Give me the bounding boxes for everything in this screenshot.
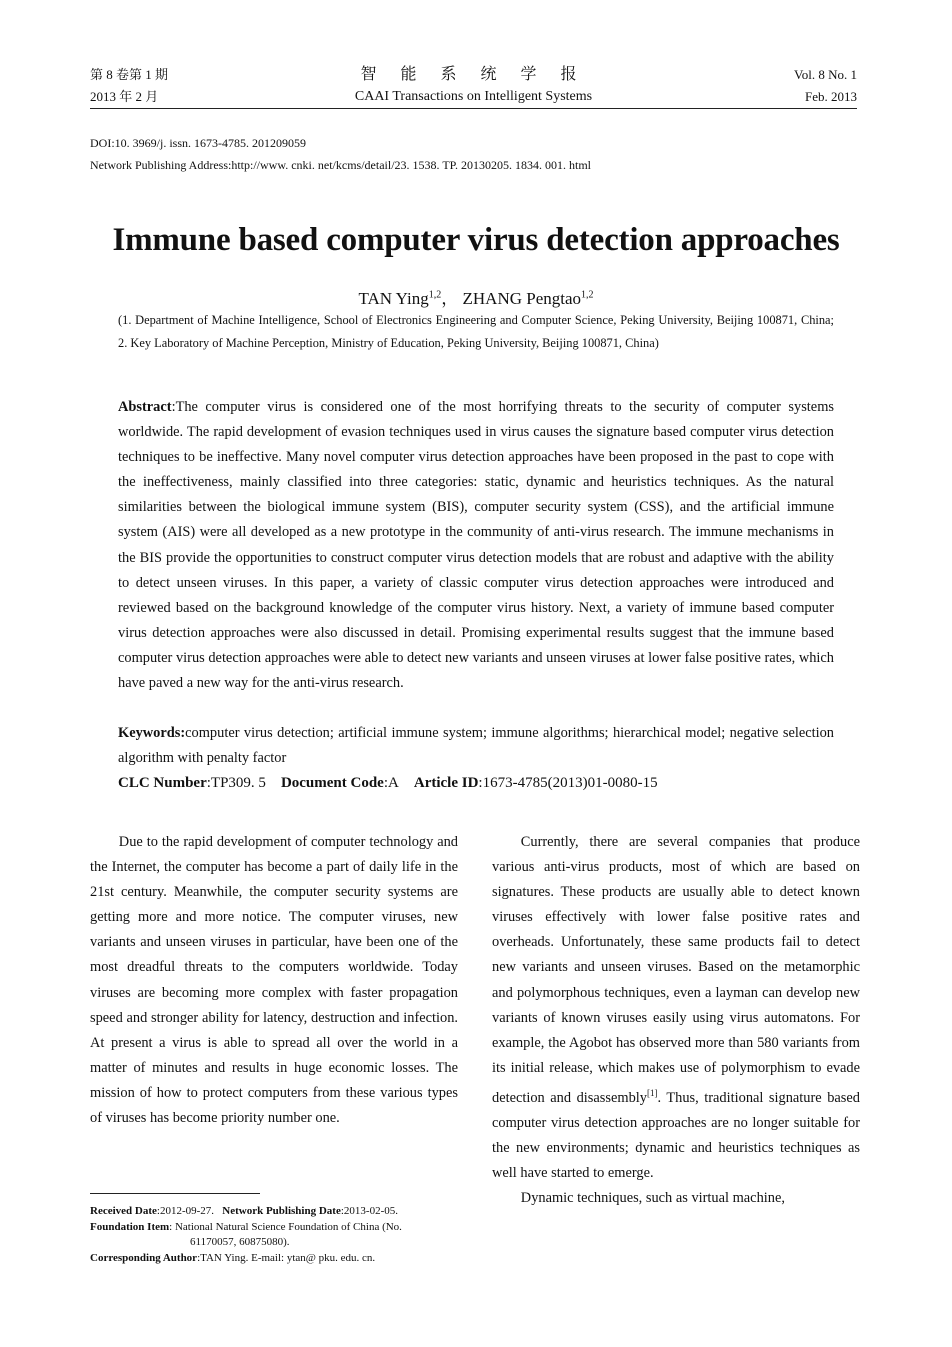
publishing-address[interactable]: Network Publishing Address:http://www. cnki. net/kcms/detail/23. 1538. TP. 20130205. 1834. 001. html <box>90 158 591 172</box>
intro-paragraph-2-b: . Thus, traditional signature based computer virus detection approaches are no longer suitable for the new environments; dynamic and heuristics techniques as well have started to emerge. <box>492 1089 860 1182</box>
corresponding-label: Corresponding Author <box>90 1251 198 1264</box>
abstract-label: Abstract <box>118 399 172 415</box>
foundation-footnote <box>90 1220 470 1236</box>
volume-issue-en: Vol. 8 No. 1 <box>794 67 857 82</box>
issue-info-en <box>794 64 857 108</box>
author-2-affil: 1,2 <box>581 289 594 301</box>
doc-code-label: Document Code <box>280 775 384 791</box>
foundation-text-2: 61170057, 60875080). <box>190 1236 290 1248</box>
body-right-column <box>492 830 860 1211</box>
body-left-column <box>90 830 458 1131</box>
received-date: :2012-09-27. <box>156 1205 215 1217</box>
intro-paragraph-3: Dynamic techniques, such as virtual machine, <box>520 1190 785 1207</box>
journal-name-en: CAAI Transactions on Intelligent Systems <box>354 89 593 104</box>
date-cn: 2013 年 2 月 <box>90 89 159 104</box>
foundation-label: Foundation Item <box>90 1220 170 1233</box>
intro-paragraph-2-a: Currently, there are several companies that produce various anti-virus products, most of which are based on signatures. These products are usually able to detect known viruses effectively with lower false positive rates and overheads. Unfortunately, these same products fail to detect new variants and unseen viruses. Based on the metamorphic and polymorphous techniques, even a layman can develop new variants of known viruses easily using virus automatons. For example, the Agobot has observed more than 580 variants from its initial release, which makes use of polymorphism to evade detection and disassembly <box>492 834 860 1106</box>
abstract <box>118 395 834 696</box>
running-header <box>90 64 857 109</box>
keywords-text: computer virus detection; artificial immune system; immune algorithms; hierarchical model; negative selection algorithm with penalty factor <box>118 725 834 767</box>
article-id-value: 1673-4785(2013)01-0080-15 <box>482 775 658 791</box>
classification-line: CLC Number:TP309. 5 Document Code:A Article ID:1673-4785(2013)01-0080-15 <box>118 775 658 791</box>
corresponding-text: :TAN Ying. E-mail: ytan@ pku. edu. cn. <box>197 1251 376 1264</box>
clc-label: CLC Number <box>118 775 207 791</box>
article-id-label: Article ID <box>413 775 479 791</box>
published-label: Network Publishing Date <box>222 1205 341 1217</box>
keywords-label: Keywords: <box>118 725 186 741</box>
journal-name <box>90 64 857 108</box>
corresponding-footnote <box>90 1251 470 1267</box>
date-en: Feb. 2013 <box>805 89 857 104</box>
published-date: :2013-02-05. <box>340 1205 398 1217</box>
author-2: ， ZHANG Pengtao <box>441 289 582 308</box>
volume-issue-cn: 第 8 卷第 1 期 <box>90 67 169 82</box>
abstract-text: The computer virus is considered one of the most horrifying threats to the security of computer systems worldwide. The rapid development of evasion techniques used in virus causes the signature based computer virus detection techniques to be ineffective. Many novel computer virus detection approaches have been proposed in the past to cope with the ineffectiveness, mainly classified into three categories: static, dynamic and heuristics techniques. As the natural similarities between the biological immune system (BIS), computer security system (CSS), and the artificial immune system (AIS) were all developed as a new prototype in the community of anti-virus research. The immune mechanisms in the BIS provide the opportunities to construct computer virus detection models that are robust and adaptive with the ability to detect unseen viruses. In this paper, a variety of classic computer virus detection approaches were introduced and reviewed based on the background knowledge of the computer virus history. Next, a variety of immune based computer virus detection approaches were also discussed in detail. Promising experimental results suggest that the immune based computer virus detection approaches were able to detect new variants and unseen viruses at lower false positive rates, which have paved a new way for the anti-virus research. <box>118 399 834 692</box>
journal-name-cn: 智 能 系 统 学 报 <box>360 66 587 83</box>
affiliations: (1. Department of Machine Intelligence, School of Electronics Engineering and Computer Science, Peking University, Beijing 100871, China; 2. Key Laboratory of Machine Perception, Ministry of Education, Peking University, Beijing 100871, China) <box>118 313 834 350</box>
foundation-text-1: : National Natural Science Foundation of China (No. <box>169 1220 402 1233</box>
intro-paragraph-1: Due to the rapid development of computer technology and the Internet, the computer has become a part of daily life in the 21st century. Meanwhile, the computer security systems are getting more and more notice. The computer viruses, new variants and unseen viruses in particular, have been one of the most dreadful threats to the computers worldwide. Today viruses are becoming more complex with faster propagation speed and stronger ability for latency, destruction and infection. At present a virus is able to spread all over the world in a matter of minutes and results in huge economic losses. The mission of how to protect computers from these various types of viruses has become priority number one. <box>90 834 458 1127</box>
keywords <box>118 721 834 771</box>
footnote-rule <box>90 1193 260 1194</box>
authors <box>0 284 952 309</box>
clc-value: TP309. 5 <box>210 775 266 791</box>
intro-paragraph-2 <box>492 830 860 1186</box>
abstract-colon: : <box>171 399 176 415</box>
footnotes <box>90 1204 470 1266</box>
author-1-affil: 1,2 <box>428 289 442 301</box>
doi[interactable]: DOI:10. 3969/j. issn. 1673-4785. 201209059 <box>90 136 306 150</box>
paper-title: Immune based computer virus detection approaches <box>112 222 840 258</box>
doc-code-value: A <box>388 775 399 791</box>
received-label: Received Date <box>90 1205 157 1217</box>
citation-ref[interactable]: [1] <box>646 1087 658 1098</box>
dates-footnote <box>90 1204 470 1220</box>
author-1: TAN Ying <box>358 289 429 308</box>
